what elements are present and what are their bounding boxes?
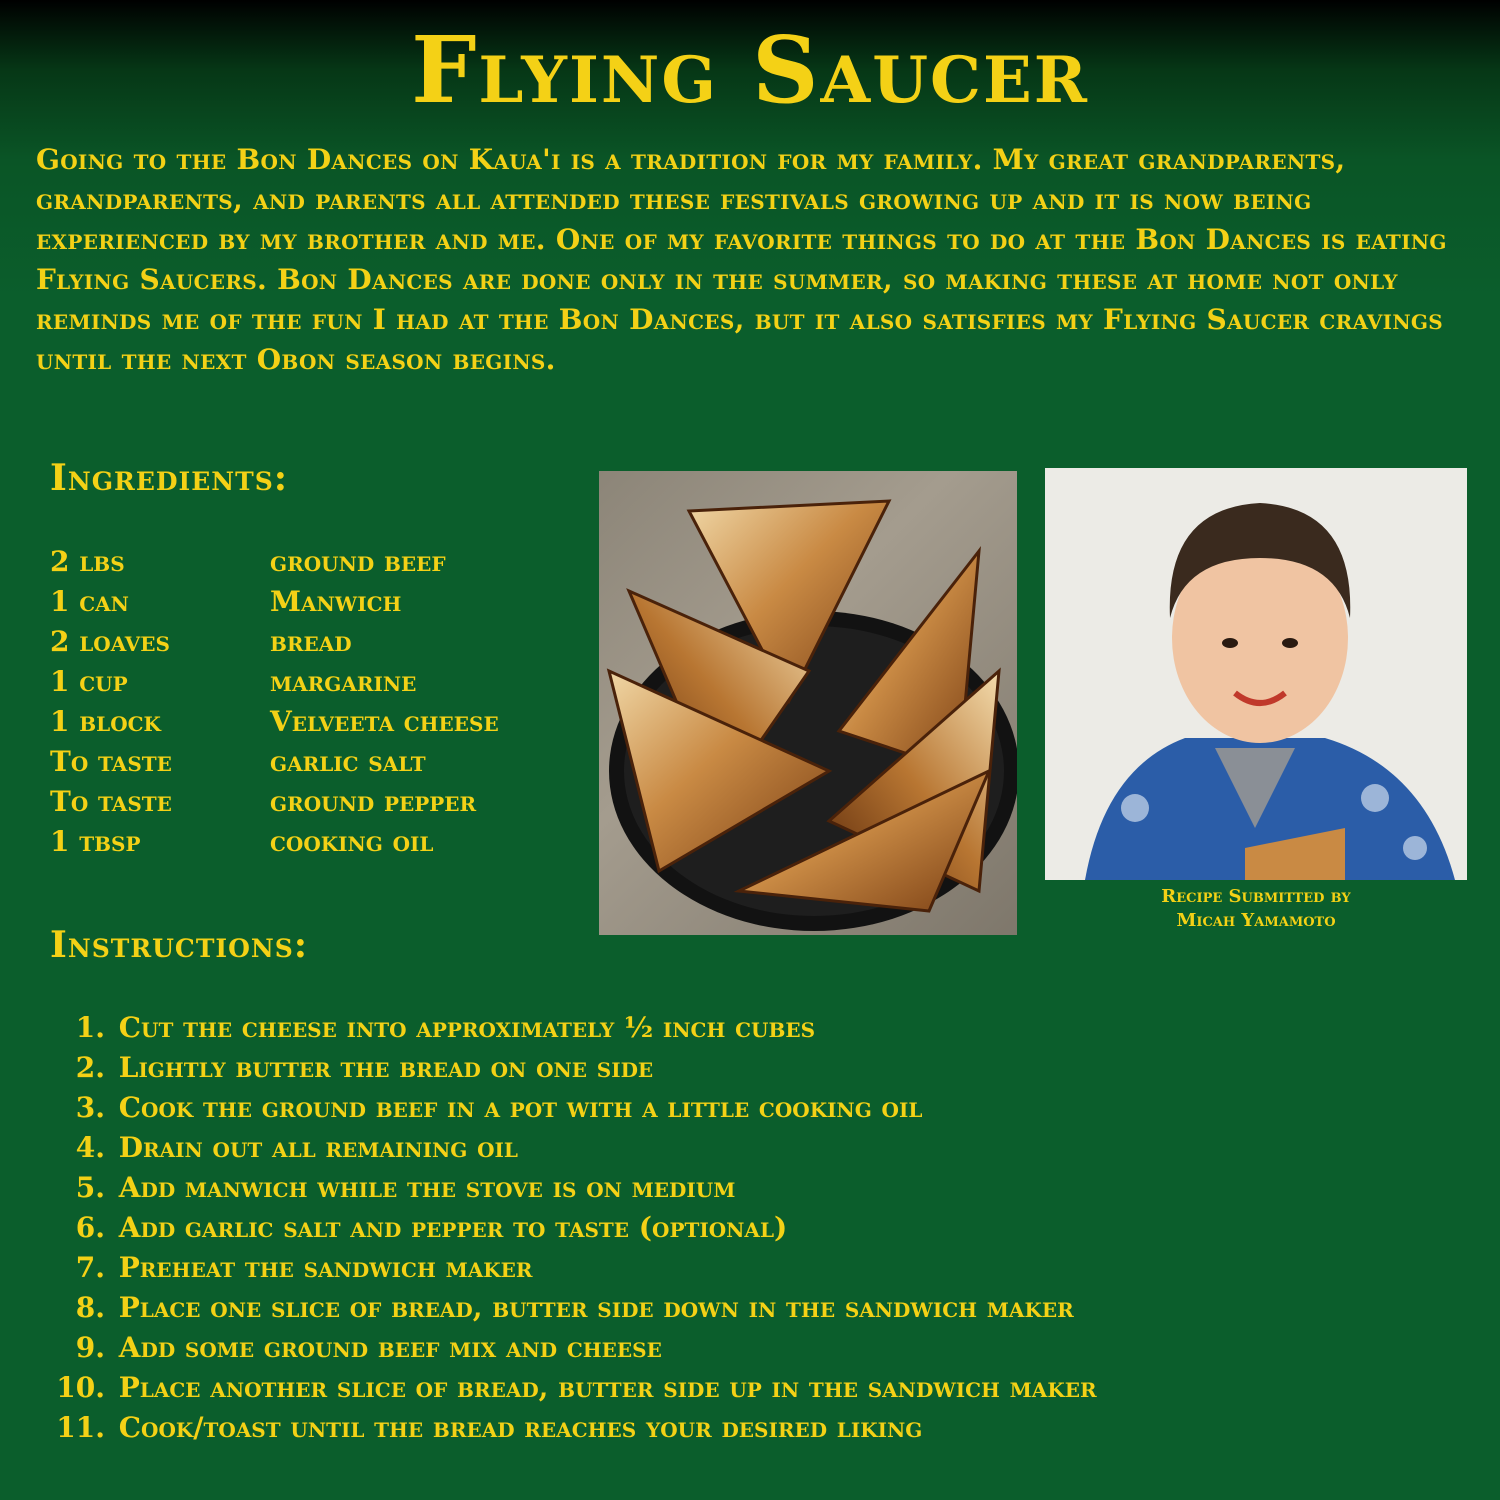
instruction-list	[50, 1008, 1470, 1448]
ingredient-quantity: 1 can	[50, 585, 129, 618]
recipe-credit	[1045, 885, 1467, 933]
ingredient-row	[50, 542, 499, 582]
step-text: Add some ground beef mix and cheese	[118, 1331, 662, 1364]
ingredient-row	[50, 702, 499, 742]
ingredient-quantity: 2 loaves	[50, 625, 170, 658]
step-text: Lightly butter the bread on one side	[118, 1051, 654, 1084]
instruction-step	[50, 1408, 1470, 1448]
flying-saucer-illustration	[599, 471, 1017, 935]
ingredient-quantity: 2 lbs	[50, 545, 125, 578]
ingredient-list	[50, 542, 499, 862]
instruction-step	[50, 1328, 1470, 1368]
instruction-step	[50, 1168, 1470, 1208]
step-number: 7.	[75, 1251, 105, 1284]
step-text: Place another slice of bread, butter side up in the sandwich maker	[118, 1371, 1097, 1404]
ingredient-name: bread	[270, 625, 352, 658]
instruction-step	[50, 1048, 1470, 1088]
ingredient-quantity: To taste	[50, 785, 172, 818]
flying-saucer-photo	[599, 471, 1017, 935]
step-number: 9.	[75, 1331, 105, 1364]
intro-paragraph: Going to the Bon Dances on Kaua'i is a tradition for my family. My great grandparents, grandparents, and parents all attended these festivals growing up and it is now being experienced by my brother and me. One of my favorite things to do at the Bon Dances is eating Flying Saucers. Bon Dances are done only in the summer, so making these at home not only reminds me of the fun I had at the Bon Dances, but it also satisfies my Flying Saucer cravings until the next Obon season begins.	[36, 143, 1447, 376]
ingredient-name: cooking oil	[270, 825, 434, 858]
ingredient-quantity: To taste	[50, 745, 172, 778]
step-text: Cut the cheese into approximately ½ inch cubes	[118, 1011, 816, 1044]
ingredient-name: ground beef	[270, 545, 446, 578]
ingredient-name: Velveeta cheese	[270, 705, 499, 738]
ingredient-row	[50, 822, 499, 862]
ingredient-name: garlic salt	[270, 745, 426, 778]
submitter-name: Micah Yamamoto	[1176, 910, 1336, 931]
step-number: 3.	[75, 1091, 105, 1124]
instruction-step	[50, 1288, 1470, 1328]
step-text: Add garlic salt and pepper to taste (optional)	[118, 1211, 788, 1244]
ingredient-name: Manwich	[270, 585, 402, 618]
step-number: 11.	[56, 1411, 105, 1444]
ingredient-quantity: 1 tbsp	[50, 825, 141, 858]
page-title: Flying Saucer	[411, 16, 1089, 124]
ingredient-row	[50, 582, 499, 622]
instruction-step	[50, 1208, 1470, 1248]
step-text: Cook the ground beef in a pot with a little cooking oil	[118, 1091, 923, 1124]
instruction-step	[50, 1128, 1470, 1168]
step-number: 6.	[75, 1211, 105, 1244]
step-number: 8.	[75, 1291, 105, 1324]
ingredient-quantity: 1 block	[50, 705, 161, 738]
ingredient-row	[50, 662, 499, 702]
step-text: Preheat the sandwich maker	[118, 1251, 533, 1284]
instruction-step	[50, 1368, 1470, 1408]
step-text: Drain out all remaining oil	[118, 1131, 518, 1164]
child-portrait-illustration	[1045, 468, 1467, 880]
ingredient-row	[50, 782, 499, 822]
ingredient-quantity: 1 cup	[50, 665, 128, 698]
step-number: 5.	[75, 1171, 105, 1204]
instructions-heading: Instructions:	[50, 924, 309, 966]
ingredient-name: margarine	[270, 665, 417, 698]
step-number: 2.	[75, 1051, 105, 1084]
instruction-step	[50, 1248, 1470, 1288]
ingredient-name: ground pepper	[270, 785, 477, 818]
step-number: 4.	[75, 1131, 105, 1164]
step-number: 1.	[75, 1011, 105, 1044]
step-number: 10.	[56, 1371, 105, 1404]
step-text: Add manwich while the stove is on medium	[118, 1171, 736, 1204]
submitter-photo	[1045, 468, 1467, 880]
ingredient-row	[50, 742, 499, 782]
ingredient-row	[50, 622, 499, 662]
instruction-step	[50, 1088, 1470, 1128]
step-text: Place one slice of bread, butter side down in the sandwich maker	[118, 1291, 1074, 1324]
instruction-step	[50, 1008, 1470, 1048]
ingredients-heading: Ingredients:	[50, 457, 289, 499]
credit-label: Recipe Submitted by	[1161, 886, 1351, 907]
step-text: Cook/toast until the bread reaches your desired liking	[118, 1411, 923, 1444]
